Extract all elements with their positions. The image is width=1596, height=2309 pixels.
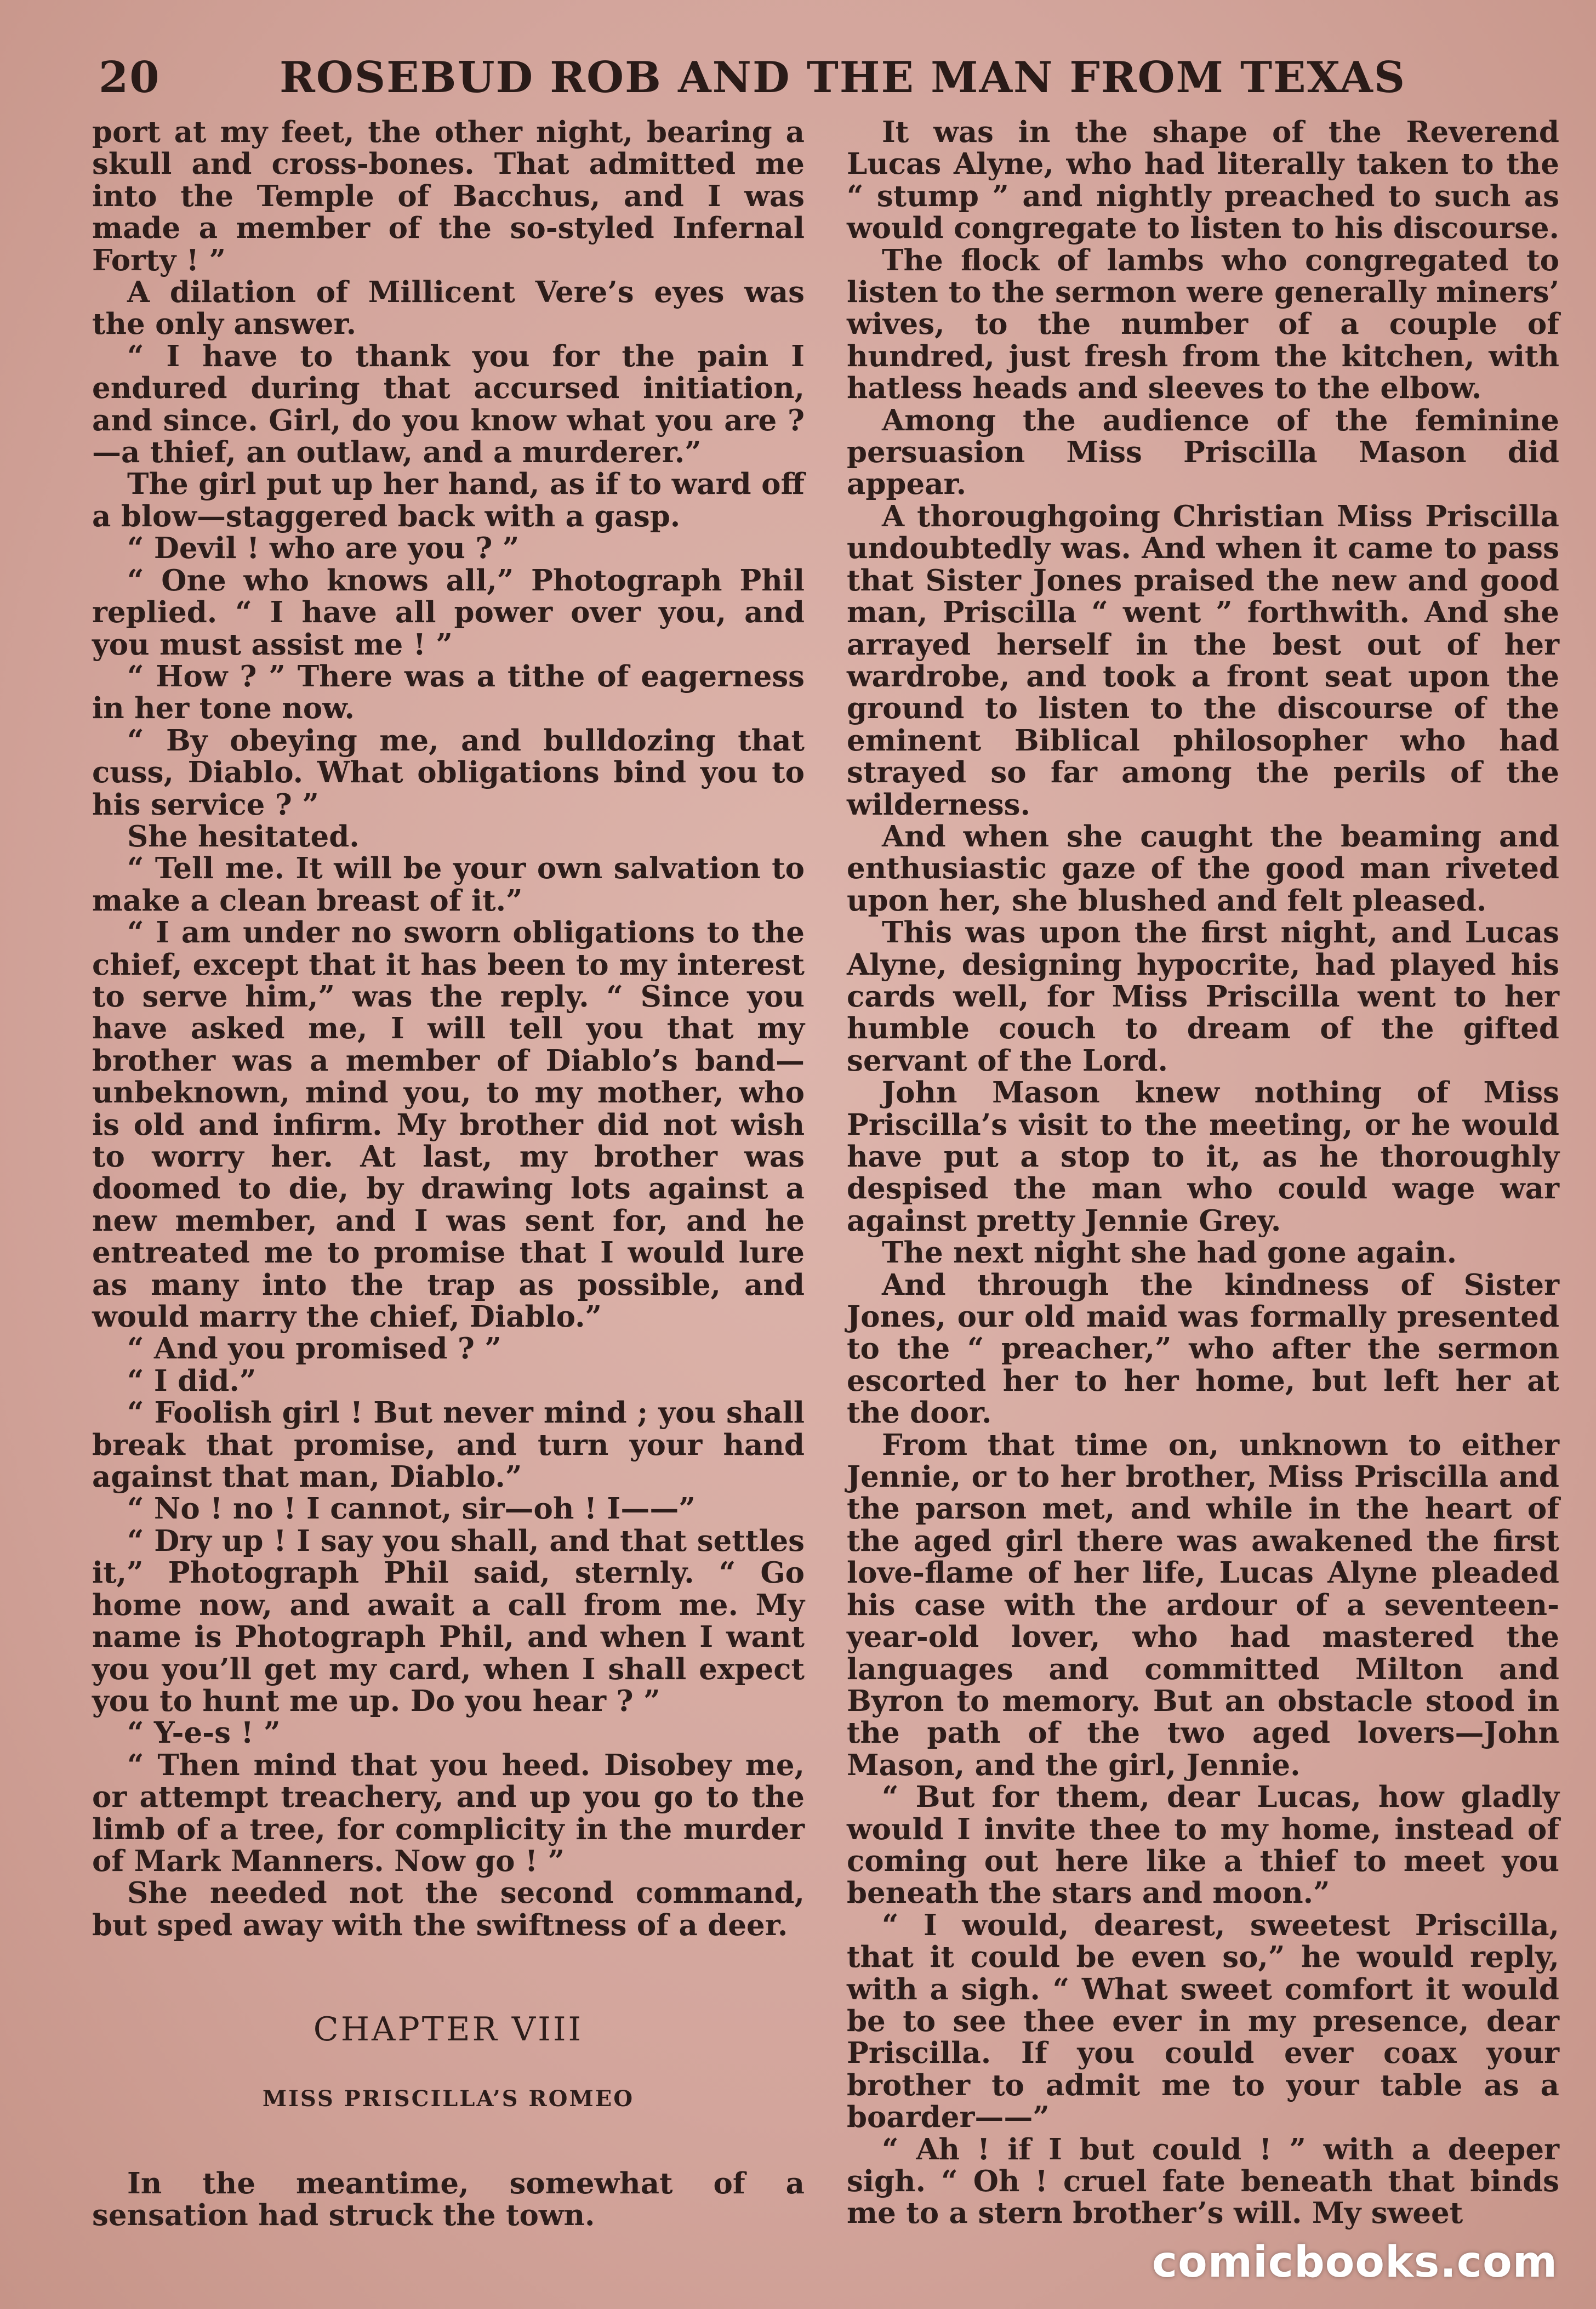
paragraph: “ I would, dearest, sweetest Priscilla, that it could be even so,” he would reply, with a sigh. “ What sweet comfort it would be to see thee ever in my presence, dear Priscilla. If you could ever coax your brother to admit me to your table as a boarder——” xyxy=(847,1908,1559,2135)
paragraph: John Mason knew nothing of Miss Priscilla’s visit to the meeting, or he would have put a stop to it, as he thoroughly despised the man who could wage war against pretty Jennie Grey. xyxy=(847,1076,1559,1238)
paragraph: It was in the shape of the Reverend Lucas Alyne, who had literally taken to the “ stump ” and nightly preached to such as would congregate to listen to his discourse. xyxy=(847,115,1560,246)
site-watermark: comicbooks.com xyxy=(1152,2238,1558,2287)
page-number: 20 xyxy=(99,53,161,103)
chapter-subtitle: MISS PRISCILLA’S ROMEO xyxy=(262,2085,635,2112)
paragraph: The next night she had gone again. xyxy=(882,1236,1457,1270)
paragraph: The girl put up her hand, as if to ward off a blow—staggered back with a gasp. xyxy=(92,467,805,533)
paragraph: “ No ! no ! I cannot, sir—oh ! I——” xyxy=(127,1492,696,1526)
paragraph: “ Foolish girl ! But never mind ; you shall break that promise, and turn your hand against that man, Diablo.” xyxy=(92,1396,805,1494)
paragraph: And when she caught the beaming and enthusiastic gaze of the good man riveted upon her, she blushed and felt pleased. xyxy=(847,819,1559,918)
paragraph: “ Devil ! who are you ? ” xyxy=(127,531,520,566)
paragraph: port at my feet, the other night, bearing a skull and cross-bones. That admitted me into the Temple of Bacchus, and I was made a member of the so-styled Infernal Forty ! ” xyxy=(92,115,805,277)
paragraph: She hesitated. xyxy=(127,819,360,854)
right-column xyxy=(847,116,1559,2230)
paragraph: “ Tell me. It will be your own salvation to make a clean breast of it.” xyxy=(92,851,805,918)
paragraph: “ And you promised ? ” xyxy=(127,1332,501,1366)
paragraph: “ Dry up ! I say you shall, and that settles it,” Photograph Phil said, sternly. “ Go home now, and await a call from me. My name is Photograph Phil, and when I want you you’ll get my card, when I shall expect you to hunt me up. Do you hear ? ” xyxy=(92,1523,805,1718)
paragraph: A dilation of Millicent Vere’s eyes was the only answer. xyxy=(92,275,805,342)
paragraph: “ But for them, dear Lucas, how gladly would I invite thee to my home, instead of coming out here like a thief to meet you beneath the stars and moon.” xyxy=(847,1780,1559,1910)
paragraph: This was upon the first night, and Lucas Alyne, designing hypocrite, had played his cards well, for Miss Priscilla went to her humble couch to dream of the gifted servant of the Lord. xyxy=(847,915,1559,1078)
paragraph: And through the kindness of Sister Jones, our old maid was formally presented to the “ preacher,” who after the sermon escorted her to her home, but left her at the door. xyxy=(847,1267,1559,1430)
paragraph: She needed not the second command, but sped away with the swiftness of a deer. xyxy=(92,1876,805,1942)
paragraph: “ I have to thank you for the pain I endured during that accursed initiation, and since. Girl, do you know what you are ?—a thief, an outlaw, and a murderer.” xyxy=(92,339,805,470)
running-header xyxy=(99,53,1578,113)
paragraph: “ I am under no sworn obligations to the chief, except that it has been to my interest to serve him,” was the reply. “ Since you have asked me, I will tell you that my brother was a member of Diablo’s band—unbeknown, mind you, to my mother, who is old and infirm. My brother did not wish to worry her. At last, my brother was doomed to die, by drawing lots against a new member, and I was sent for, and he entreated me to promise that I would lure as many into the trap as possible, and would marry the chief, Diablo.” xyxy=(92,915,805,1334)
paragraph: “ How ? ” There was a tithe of eagerness in her tone now. xyxy=(92,659,805,726)
paragraph: “ Then mind that you heed. Disobey me, or attempt treachery, and up you go to the limb of a tree, for complicity in the murder of Mark Manners. Now go ! ” xyxy=(92,1748,805,1878)
chapter-heading: CHAPTER VIII xyxy=(313,2010,584,2049)
paragraph: From that time on, unknown to either Jennie, or to her brother, Miss Priscilla and the parson met, and while in the heart of the aged girl there was awakened the first love-flame of her life, Lucas Alyne pleaded his case with the ardour of a seventeen-year-old lover, who had mastered the languages and committed Milton and Byron to memory. But an obstacle stood in the path of the two aged lovers—John Mason, and the girl, Jennie. xyxy=(847,1428,1559,1782)
paragraph: “ Y-e-s ! ” xyxy=(127,1716,281,1750)
paragraph: “ By obeying me, and bulldozing that cuss, Diablo. What obligations bind you to his service ? ” xyxy=(92,723,805,822)
paragraph: “ Ah ! if I but could ! ” with a deeper sigh. “ Oh ! cruel fate beneath that binds me to a stern brother’s will. My sweet xyxy=(847,2132,1559,2231)
paragraph: In the meantime, somewhat of a sensation had struck the town. xyxy=(92,2166,805,2233)
paragraph: “ I did.” xyxy=(127,1363,256,1398)
paragraph: Among the audience of the feminine persuasion Miss Priscilla Mason did appear. xyxy=(847,403,1559,502)
paragraph: The flock of lambs who congregated to listen to the sermon were generally miners’ wives, to the number of a couple of hundred, just fresh from the kitchen, with hatless heads and sleeves to the elbow. xyxy=(847,243,1559,406)
paragraph: A thoroughgoing Christian Miss Priscilla undoubtedly was. And when it came to pass that Sister Jones praised the new and good man, Priscilla “ went ” forthwith. And she arrayed herself in the best out of her wardrobe, and took a front seat upon the ground to listen to the discourse of the eminent Biblical philosopher who had strayed so far among the perils of the wilderness. xyxy=(847,499,1559,822)
paragraph: “ One who knows all,” Photograph Phil replied. “ I have all power over you, and you must assist me ! ” xyxy=(92,563,805,662)
left-column xyxy=(92,116,805,2232)
running-title: ROSEBUD ROB AND THE MAN FROM TEXAS xyxy=(280,53,1406,103)
